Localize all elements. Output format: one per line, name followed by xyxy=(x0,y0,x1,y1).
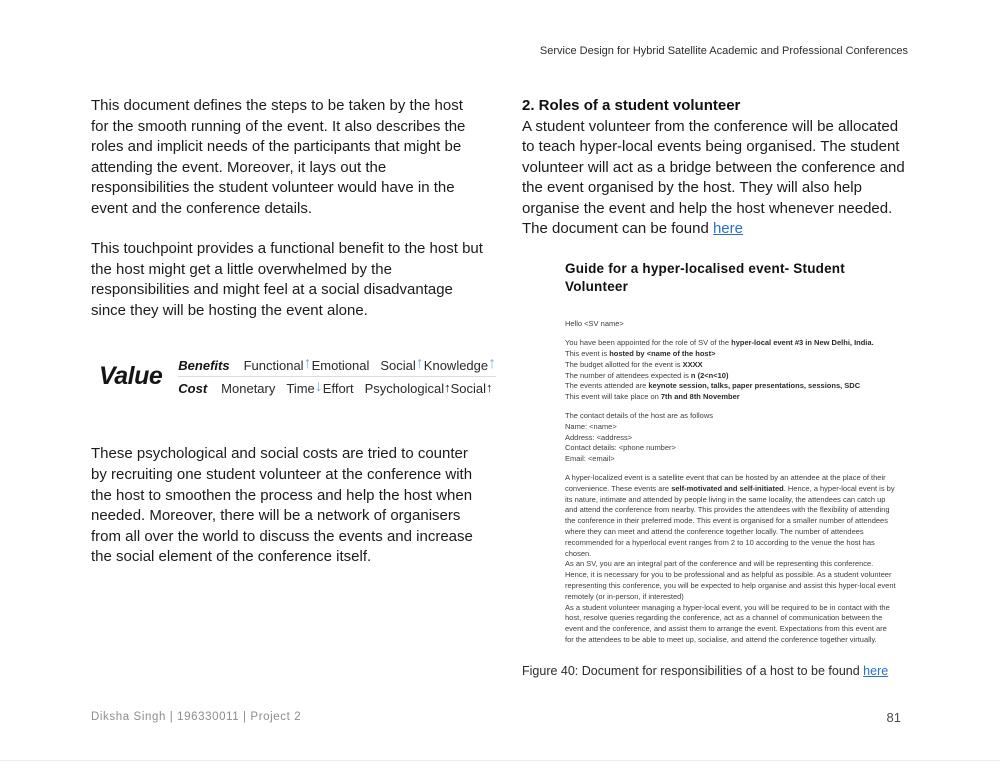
doc-line: The contact details of the host are as follows xyxy=(565,411,713,421)
doc-line: A hyper-localized event is a satellite event that can be hosted by an attendee at the place of their convenience. These events are self-motivated and self-initiated. Hence, a hyper-local event is by its nature, intimate and attended by people living in the same locality, the attendees can catch up and attend the conference from nearby. This provides the attendees with the flexibility of attending the conference in their preferred mode. This event is organised for a smaller number of attendees where they can meet and attend the conference together locally. The number of attendees recommended for a hyperlocal event ranges from 2 to 10 according to the venue the host has chosen. xyxy=(565,473,895,558)
embedded-doc-body xyxy=(565,319,897,645)
doc-line: As an SV, you are an integral part of the conference and will be representing this conference. Hence, it is necessary for you to be professional and as helpful as possible. As a student volunteer representing this conference, you will be expected to help organise and assist this hyper-local event remotely (or in-person, if interested) xyxy=(565,559,896,601)
paragraph-touchpoint-benefit: This touchpoint provides a functional benefit to the host but the host might get a little overwhelmed by the responsibilities and might feel at a social disadvantage since they will be hosting the event alone. xyxy=(91,240,483,319)
right-column xyxy=(522,96,914,678)
up-arrow-icon: ↑ xyxy=(415,355,424,373)
benefits-label: Benefits xyxy=(178,357,230,373)
figure-caption xyxy=(522,664,914,678)
paragraph-student-volunteer-text: A student volunteer from the conference will be allocated to teach hyper-local events being organised. The student volunteer will act as a bridge between the conference and the event organised by the host. They will also help organise the event and help the host whenever needed. The document can be found xyxy=(522,117,905,238)
paragraph-student-volunteer xyxy=(522,117,914,240)
doc-line: Hello <SV name> xyxy=(565,319,624,329)
value-item: Emotional xyxy=(311,357,370,373)
down-arrow-icon: ↓ xyxy=(314,378,323,396)
cost-row xyxy=(178,377,496,399)
value-item: Functional ↑ xyxy=(243,355,312,373)
doc-line: You have been appointed for the role of SV of the hyper-local event #3 in New Delhi, India. xyxy=(565,338,874,348)
value-item: Effort xyxy=(322,380,354,396)
section-heading-roles: 2. Roles of a student volunteer xyxy=(522,97,741,114)
left-column xyxy=(91,96,497,588)
cost-label: Cost xyxy=(178,380,208,396)
paragraph-psych-social-costs: These psychological and social costs are tried to counter by recruiting one student volunteer at the conference with the host to smoothen the process and help the host when needed. Moreover, there will be a network of organisers from all over the world to discuss the events and increase the social element of the conference itself. xyxy=(91,445,473,566)
doc-line: This event is hosted by <name of the host> xyxy=(565,349,716,359)
embedded-document-image xyxy=(565,260,897,646)
value-item: Social ↑ xyxy=(380,355,424,373)
doc-line: As a student volunteer managing a hyper-local event, you will be required to be in contact with the host, resolve queries regarding the conference, act as a channel of communication between the event and the conference, and assist them to arrange the event. Expectations from this event are for the attendees to be able to meet up, socialise, and attend the conference together virtually. xyxy=(565,602,890,644)
caption-link[interactable]: here xyxy=(863,663,889,678)
value-item: Monetary xyxy=(221,380,276,396)
benefits-items xyxy=(244,357,497,373)
value-label: Value xyxy=(99,362,163,391)
doc-line: This event will take place on 7th and 8th November xyxy=(565,392,740,402)
up-arrow-icon: ↑ xyxy=(444,379,451,395)
up-arrow-icon: ↑ xyxy=(303,355,312,373)
document-link[interactable]: here xyxy=(712,220,743,238)
page-number: 81 xyxy=(886,710,901,725)
footer-author-line: Diksha Singh | 196330011 | Project 2 xyxy=(91,711,302,723)
value-rows xyxy=(178,354,496,399)
paragraph-document-defines: This document defines the steps to be taken by the host for the smooth running of the event. It also describes the roles and implicit needs of the participants that might be attending the event. Moreover, it lays out the responsibilities the student volunteer would have in the event and the conference details. xyxy=(91,97,466,217)
benefits-row xyxy=(178,354,496,376)
doc-line: Name: <name> xyxy=(565,421,617,431)
up-arrow-icon: ↑ xyxy=(486,379,493,395)
bottom-rule xyxy=(0,760,1000,761)
value-item: Psychological ↑ xyxy=(364,379,451,396)
running-header: Service Design for Hybrid Satellite Academic and Professional Conferences xyxy=(539,45,908,57)
doc-line: The events attended are keynote session, talks, paper presentations, sessions, SDC xyxy=(565,381,861,391)
figure-caption-text: Figure 40: Document for responsibilities of a host to be found xyxy=(522,663,864,678)
doc-line: Contact details: <phone number> xyxy=(565,443,676,453)
value-item: Knowledge ↑ xyxy=(423,355,497,373)
doc-line: Address: <address> xyxy=(565,432,633,442)
value-diagram xyxy=(99,354,497,399)
value-item: Time ↓ xyxy=(286,378,323,396)
doc-line: Email: <email> xyxy=(565,454,615,464)
doc-line: The budget allotted for the event is XXXX xyxy=(565,359,703,369)
doc-line: The number of attendees expected is n (2<n<10) xyxy=(565,370,729,380)
up-arrow-icon: ↑ xyxy=(488,355,497,373)
embedded-doc-title: Guide for a hyper-localised event- Student Volunteer xyxy=(565,260,845,294)
cost-items xyxy=(221,380,492,396)
value-item: Social ↑ xyxy=(450,379,493,396)
